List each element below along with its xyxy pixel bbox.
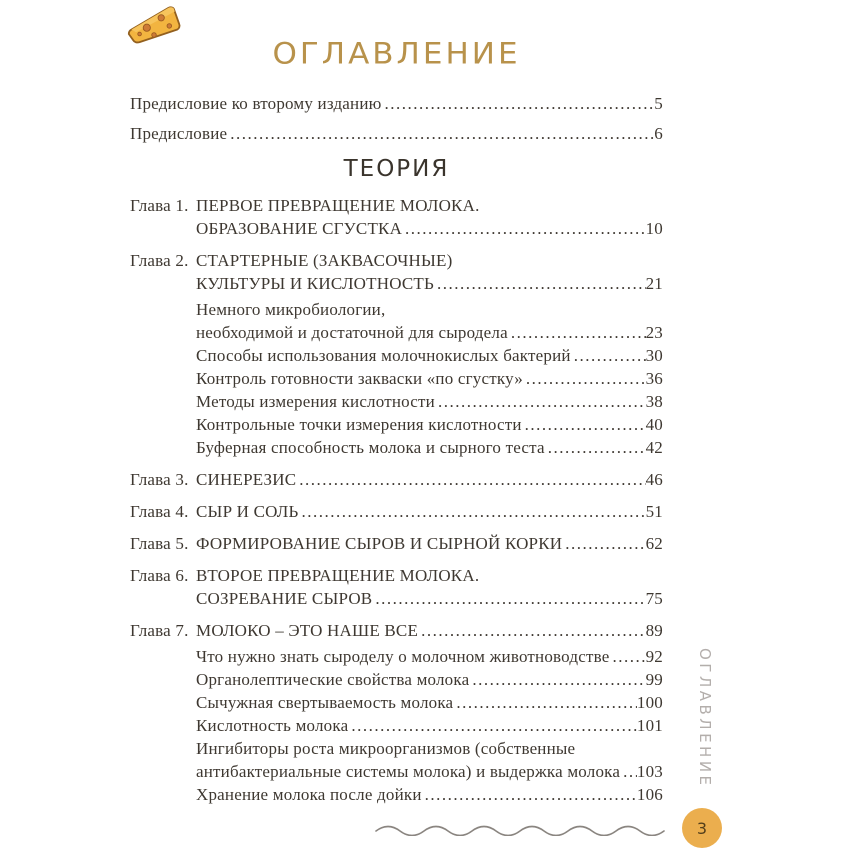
entry-title: Методы измерения кислотности [196,392,435,411]
entry-title: Предисловие ко второму изданию [130,94,382,113]
toc-entry-chapter[interactable] [130,532,663,555]
chapter-label: Глава 4. [130,502,189,521]
entry-title: ВТОРОЕ ПРЕВРАЩЕНИЕ МОЛОКА. [196,566,480,585]
entry-title: Сычужная свертываемость молока [196,693,454,712]
chapter-label: Глава 6. [130,566,189,585]
page-number: 6 [654,124,663,143]
toc-entry-chapter[interactable] [130,587,663,610]
toc-entry-sub[interactable] [130,436,663,459]
entry-title: Что нужно знать сыроделу о молочном животноводстве [196,647,610,666]
dot-leader [301,500,645,523]
page-number: 106 [636,785,663,804]
toc-entry[interactable] [130,92,663,115]
dot-leader [405,217,646,240]
page-number: 99 [645,670,663,689]
page-number: 46 [645,470,663,489]
toc-entry-chapter[interactable] [130,468,663,491]
entry-title: ФОРМИРОВАНИЕ СЫРОВ И СЫРНОЙ КОРКИ [196,534,563,553]
dot-leader [526,367,646,390]
side-contents-label: ОГЛАВЛЕНИЕ [696,648,714,789]
page-number: 42 [645,438,663,457]
entry-title: Немного микробиологии, [196,300,386,319]
page-number: 5 [654,94,663,113]
chapter-label: Глава 1. [130,196,189,215]
dot-leader [425,783,637,806]
dot-leader [565,532,645,555]
entry-title: Ингибиторы роста микроорганизмов (собственные [196,739,576,758]
toc-entry-sub[interactable] [130,413,663,436]
page-number: 103 [636,762,663,781]
toc-entry-chapter[interactable] [130,194,663,217]
toc-entry-sub[interactable] [130,691,663,714]
table-of-contents [130,92,663,806]
wavy-divider [374,822,666,841]
page-title: ОГЛАВЛЕНИЕ [272,36,521,72]
dot-leader [511,321,646,344]
entry-title: ОБРАЗОВАНИЕ СГУСТКА [196,219,403,238]
page-number: 10 [645,219,663,238]
entry-title: Контроль готовности закваски «по сгустку» [196,369,523,388]
page-number: 100 [636,693,663,712]
page-number: 36 [645,369,663,388]
dot-leader [472,668,645,691]
entry-title: Буферная способность молока и сырного теста [196,438,545,457]
entry-title: СИНЕРЕЗИС [196,470,297,489]
dot-leader [612,645,645,668]
dot-leader [385,92,655,115]
page-number: 92 [645,647,663,666]
page-number: 40 [645,415,663,434]
entry-title: МОЛОКО – ЭТО НАШЕ ВСЕ [196,621,419,640]
entry-title: ПЕРВОЕ ПРЕВРАЩЕНИЕ МОЛОКА. [196,196,480,215]
entry-title: Контрольные точки измерения кислотности [196,415,522,434]
dot-leader [525,413,646,436]
chapter-label: Глава 5. [130,534,189,553]
entry-title: СЫР И СОЛЬ [196,502,299,521]
toc-entry-sub[interactable] [130,645,663,668]
toc-entry-sub[interactable] [130,783,663,806]
page-number: 21 [645,274,663,293]
dot-leader [438,390,646,413]
page-number: 101 [636,716,663,735]
toc-entry-sub[interactable] [130,298,663,321]
dot-leader [299,468,645,491]
chapter-label: Глава 2. [130,251,189,270]
toc-entry-sub[interactable] [130,344,663,367]
entry-title: КУЛЬТУРЫ И КИСЛОТНОСТЬ [196,274,434,293]
dot-leader [351,714,637,737]
entry-title: СТАРТЕРНЫЕ (ЗАКВАСОЧНЫЕ) [196,251,453,270]
toc-entry-sub[interactable] [130,390,663,413]
toc-entry-sub[interactable] [130,760,663,783]
chapter-label: Глава 7. [130,621,189,640]
dot-leader [375,587,645,610]
toc-entry-chapter[interactable] [130,249,663,272]
toc-entry-sub[interactable] [130,737,663,760]
page-number: 75 [645,589,663,608]
page-number: 89 [645,621,663,640]
page-number: 62 [645,534,663,553]
dot-leader [548,436,646,459]
toc-entry-sub[interactable] [130,714,663,737]
chapter-label: Глава 3. [130,470,189,489]
entry-title: необходимой и достаточной для сыродела [196,323,508,342]
page-number: 51 [645,502,663,521]
dot-leader [623,760,637,783]
entry-title: антибактериальные системы молока) и выдержка молока [196,762,621,781]
toc-entry-sub[interactable] [130,668,663,691]
entry-title: Кислотность молока [196,716,349,735]
toc-entry-chapter[interactable] [130,272,663,295]
dot-leader [574,344,646,367]
section-heading: ТЕОРИЯ [343,156,450,182]
page-number: 38 [645,392,663,411]
entry-title: Предисловие [130,124,228,143]
toc-entry-chapter[interactable] [130,564,663,587]
page-number: 30 [645,346,663,365]
entry-title: Хранение молока после дойки [196,785,422,804]
toc-entry-sub[interactable] [130,367,663,390]
dot-leader [421,619,646,642]
dot-leader [230,122,654,145]
page-number-badge: 3 [682,808,722,848]
toc-entry-chapter[interactable] [130,217,663,240]
toc-entry-chapter[interactable] [130,619,663,642]
entry-title: Органолептические свойства молока [196,670,470,689]
toc-entry[interactable] [130,122,663,145]
dot-leader [437,272,646,295]
toc-entry-chapter[interactable] [130,500,663,523]
dot-leader [456,691,637,714]
page-number: 23 [645,323,663,342]
entry-title: Способы использования молочнокислых бактерий [196,346,571,365]
toc-entry-sub[interactable] [130,321,663,344]
entry-title: СОЗРЕВАНИЕ СЫРОВ [196,589,373,608]
